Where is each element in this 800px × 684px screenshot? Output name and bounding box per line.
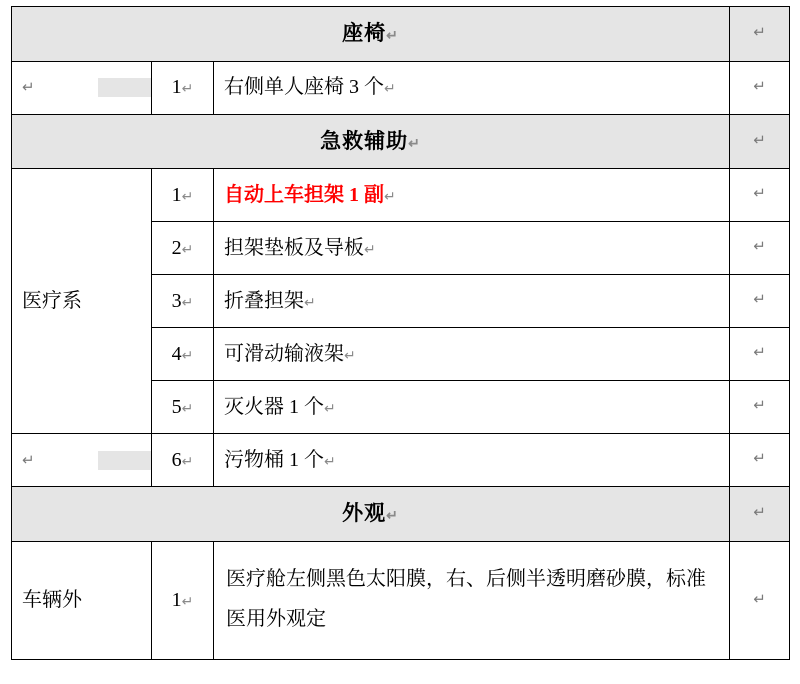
- pilcrow-mark: ↵: [386, 509, 399, 525]
- item-description-cell: [214, 381, 730, 434]
- item-description-cell: [214, 61, 730, 114]
- category-label: 车辆外: [22, 588, 82, 611]
- row-mark-cell: [730, 275, 790, 328]
- item-description-cell: [214, 222, 730, 275]
- item-index-cell: [152, 541, 214, 659]
- item-index-cell: [152, 328, 214, 381]
- pilcrow-mark: ↵: [384, 189, 396, 205]
- category-cell-medical: [12, 169, 152, 434]
- pilcrow-mark: ↵: [384, 82, 396, 98]
- row-mark-cell: [730, 328, 790, 381]
- item-description-cell: [214, 169, 730, 222]
- row-mark-cell: [730, 541, 790, 659]
- pilcrow-mark: ↵: [181, 295, 194, 311]
- item-index-cell: [152, 61, 214, 114]
- item-description: 可滑动输液架: [224, 342, 344, 365]
- item-description-cell: [214, 328, 730, 381]
- pilcrow-mark: ↵: [753, 239, 766, 256]
- row-mark-cell: [730, 169, 790, 222]
- row-mark-cell: [730, 61, 790, 114]
- table-row: [12, 434, 790, 487]
- pilcrow-mark: ↵: [181, 189, 194, 205]
- section-title: 急救辅助: [320, 128, 409, 153]
- pilcrow-mark: ↵: [181, 82, 194, 98]
- shaded-filler: [98, 78, 151, 97]
- pilcrow-mark: ↵: [753, 186, 766, 203]
- category-label: 医疗系: [22, 289, 82, 312]
- table-row: [12, 7, 790, 62]
- pilcrow-mark: ↵: [753, 132, 766, 149]
- pilcrow-mark: ↵: [386, 29, 399, 44]
- section-header-appearance: [12, 487, 730, 542]
- item-index-cell: [152, 381, 214, 434]
- row-mark-cell: [730, 222, 790, 275]
- item-index-cell: [152, 434, 214, 487]
- item-description: 污物桶 1 个: [224, 448, 324, 471]
- table-row: [12, 61, 790, 114]
- table-row: [12, 114, 790, 169]
- pilcrow-mark: ↵: [753, 591, 766, 608]
- pilcrow-mark: ↵: [753, 451, 766, 468]
- item-index: 1: [171, 76, 182, 99]
- item-description: 担架垫板及导板: [224, 236, 364, 259]
- row-mark-cell: [730, 434, 790, 487]
- pilcrow-mark: ↵: [324, 401, 336, 417]
- pilcrow-mark: ↵: [753, 345, 766, 362]
- table-row: [12, 541, 790, 659]
- item-index: 2: [171, 236, 182, 259]
- item-description: 灭火器 1 个: [224, 395, 324, 418]
- item-description-cell: [214, 434, 730, 487]
- pilcrow-mark: ↵: [22, 452, 35, 469]
- section-title: 外观: [342, 501, 387, 526]
- pilcrow-mark: ↵: [753, 292, 766, 309]
- item-index: 6: [171, 448, 182, 471]
- pilcrow-mark: ↵: [753, 505, 766, 522]
- row-mark-cell: [730, 114, 790, 169]
- pilcrow-mark: ↵: [344, 348, 356, 364]
- pilcrow-mark: ↵: [181, 242, 194, 258]
- pilcrow-mark: ↵: [181, 348, 194, 364]
- section-header-seats: [12, 7, 730, 62]
- row-mark-cell: [730, 487, 790, 542]
- item-index-cell: [152, 222, 214, 275]
- section-title: 座椅: [342, 21, 387, 45]
- item-description: 右侧单人座椅 3 个: [224, 76, 384, 99]
- item-description: 折叠担架: [224, 289, 304, 312]
- document-page: [0, 6, 800, 684]
- item-description-highlighted: 自动上车担架 1 副: [224, 183, 384, 206]
- category-cell-exterior: [12, 541, 152, 659]
- item-description-cell: [214, 275, 730, 328]
- section-header-first-aid: [12, 114, 730, 169]
- item-index: 5: [171, 395, 182, 418]
- item-index-cell: [152, 169, 214, 222]
- pilcrow-mark: ↵: [181, 401, 194, 417]
- pilcrow-mark: ↵: [22, 80, 35, 97]
- pilcrow-mark: ↵: [753, 25, 766, 42]
- pilcrow-mark: ↵: [364, 242, 376, 258]
- pilcrow-mark: ↵: [408, 136, 421, 152]
- item-index: 3: [171, 289, 182, 312]
- table-row: [12, 487, 790, 542]
- row-mark-cell: [730, 381, 790, 434]
- pilcrow-mark: ↵: [753, 398, 766, 415]
- pilcrow-mark: ↵: [181, 594, 194, 610]
- item-index: 1: [171, 183, 182, 206]
- pilcrow-mark: ↵: [324, 454, 336, 470]
- row-mark-cell: [730, 7, 790, 62]
- category-cell-blank: [12, 61, 152, 114]
- item-description: 医疗舱左侧黑色太阳膜，右、后侧半透明磨砂膜，标准医用外观定: [226, 568, 706, 631]
- item-index-cell: [152, 275, 214, 328]
- equipment-spec-table: [11, 6, 790, 660]
- shaded-filler: [98, 451, 151, 470]
- item-index: 1: [171, 588, 182, 611]
- table-row: [12, 169, 790, 222]
- category-cell-blank: [12, 434, 152, 487]
- item-index: 4: [171, 342, 182, 365]
- pilcrow-mark: ↵: [753, 78, 766, 95]
- pilcrow-mark: ↵: [304, 295, 316, 311]
- item-description-cell: [214, 541, 730, 659]
- pilcrow-mark: ↵: [181, 454, 194, 470]
